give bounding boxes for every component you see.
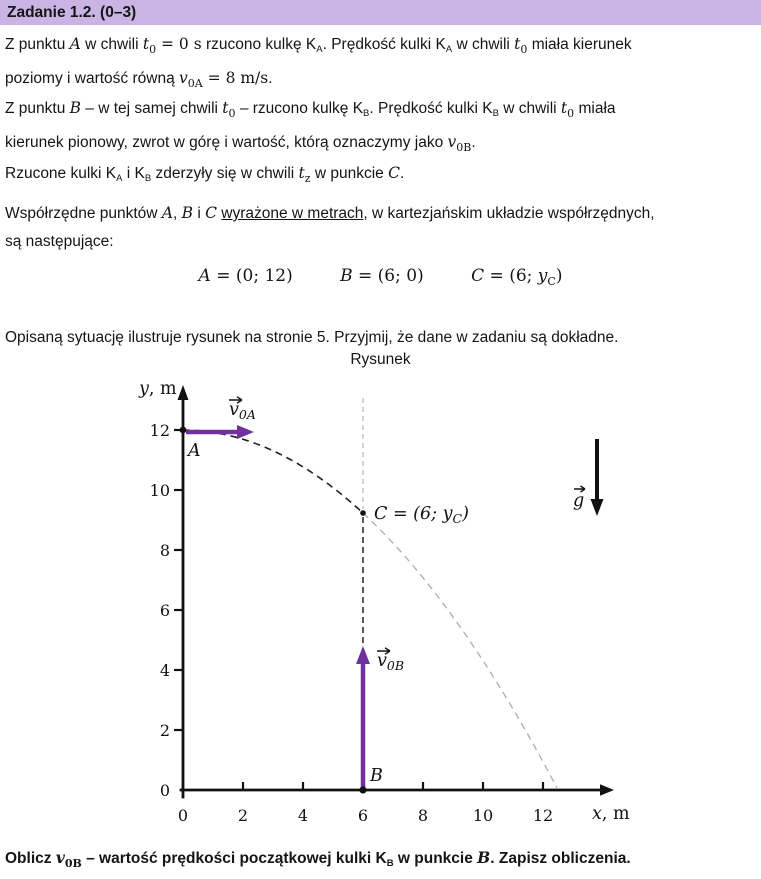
point-a-label: A bbox=[188, 441, 201, 461]
v0a-label: $v_{0A}$ bbox=[229, 400, 256, 422]
paragraph-1: Z punktu A w chwili $t_0 = 0$ s rzucono kulkę KA. Prędkość kulki KA w chwili $t_0$ miała kierunek poziomy i wartość równą $v_{0A} = 8$ m/s. bbox=[5, 35, 632, 90]
x-tick-label: 6 bbox=[357, 806, 369, 825]
x-tick-label: 4 bbox=[297, 806, 309, 825]
x-tick-label: 8 bbox=[417, 806, 429, 825]
figure-plot bbox=[130, 375, 635, 840]
y-tick-label: 4 bbox=[159, 661, 170, 680]
x-axis-arrow-icon bbox=[600, 784, 614, 795]
trajectory-a-to-c bbox=[183, 430, 363, 513]
y-tick-label: 12 bbox=[149, 421, 170, 440]
y-axis-arrow-icon bbox=[178, 385, 189, 400]
x-tick-label: 12 bbox=[532, 806, 554, 825]
point-c-label: C = (6; $y_C$) bbox=[374, 504, 469, 526]
g-label: g bbox=[573, 491, 585, 511]
task-title: Zadanie 1.2. (0–3) bbox=[7, 3, 137, 21]
y-tick-label: 2 bbox=[159, 721, 170, 740]
y-axis-label: y, m bbox=[139, 379, 177, 399]
g-vector-arrowhead-icon bbox=[591, 499, 604, 516]
y-tick-label: 6 bbox=[159, 601, 170, 620]
paragraph-2: Z punktu B – w tej samej chwili $t_0$ – rzucono kulkę KB. Prędkość kulki KB w chwili $t_0$ miała kierunek pionowy, zwrot w górę i wartość, którą oznaczymy jako $v_{0B}$. bbox=[5, 99, 616, 154]
x-tick-label: 10 bbox=[472, 806, 494, 825]
v0b-vector-arrowhead-icon bbox=[356, 646, 370, 664]
point-b-dot bbox=[359, 786, 366, 793]
coord-b: B = (6; 0) bbox=[340, 266, 424, 286]
coordinates-equation bbox=[0, 266, 761, 288]
task-instruction: Oblicz $v_{0B}$ – wartość prędkości początkowej kulki KB w punkcie B. Zapisz obliczenia. bbox=[5, 848, 631, 870]
v0b-label: $v_{0B}$ bbox=[377, 651, 405, 673]
point-a-dot bbox=[180, 427, 187, 434]
paragraph-4: Współrzędne punktów A, B i C wyrażone w metrach, w kartezjańskim układzie współrzędnych, są następujące: bbox=[5, 204, 655, 250]
y-tick-label: 0 bbox=[159, 781, 170, 800]
x-tick-label: 2 bbox=[237, 806, 249, 825]
coord-c: C = (6; $y_C$) bbox=[471, 266, 563, 288]
task-header-bar bbox=[0, 0, 761, 25]
x-axis-label: x, m bbox=[592, 804, 630, 824]
coord-a: A = (0; 12) bbox=[198, 266, 293, 286]
paragraph-3: Rzucone kulki KA i KB zderzyły się w chwili $t_z$ w punkcie C. bbox=[5, 164, 405, 185]
point-c-dot bbox=[360, 510, 366, 516]
y-tick-label: 8 bbox=[159, 541, 170, 560]
y-tick-label: 10 bbox=[149, 481, 170, 500]
x-tick-label: 0 bbox=[177, 806, 189, 825]
point-b-label: B bbox=[370, 766, 383, 786]
v0a-vector-arrowhead-icon bbox=[237, 425, 254, 439]
paragraph-5: Opisaną sytuację ilustruje rysunek na stronie 5. Przyjmij, że dane w zadaniu są dokładne. bbox=[5, 329, 619, 346]
figure-title: Rysunek bbox=[350, 351, 411, 368]
trajectory-c-to-ground bbox=[363, 513, 557, 788]
